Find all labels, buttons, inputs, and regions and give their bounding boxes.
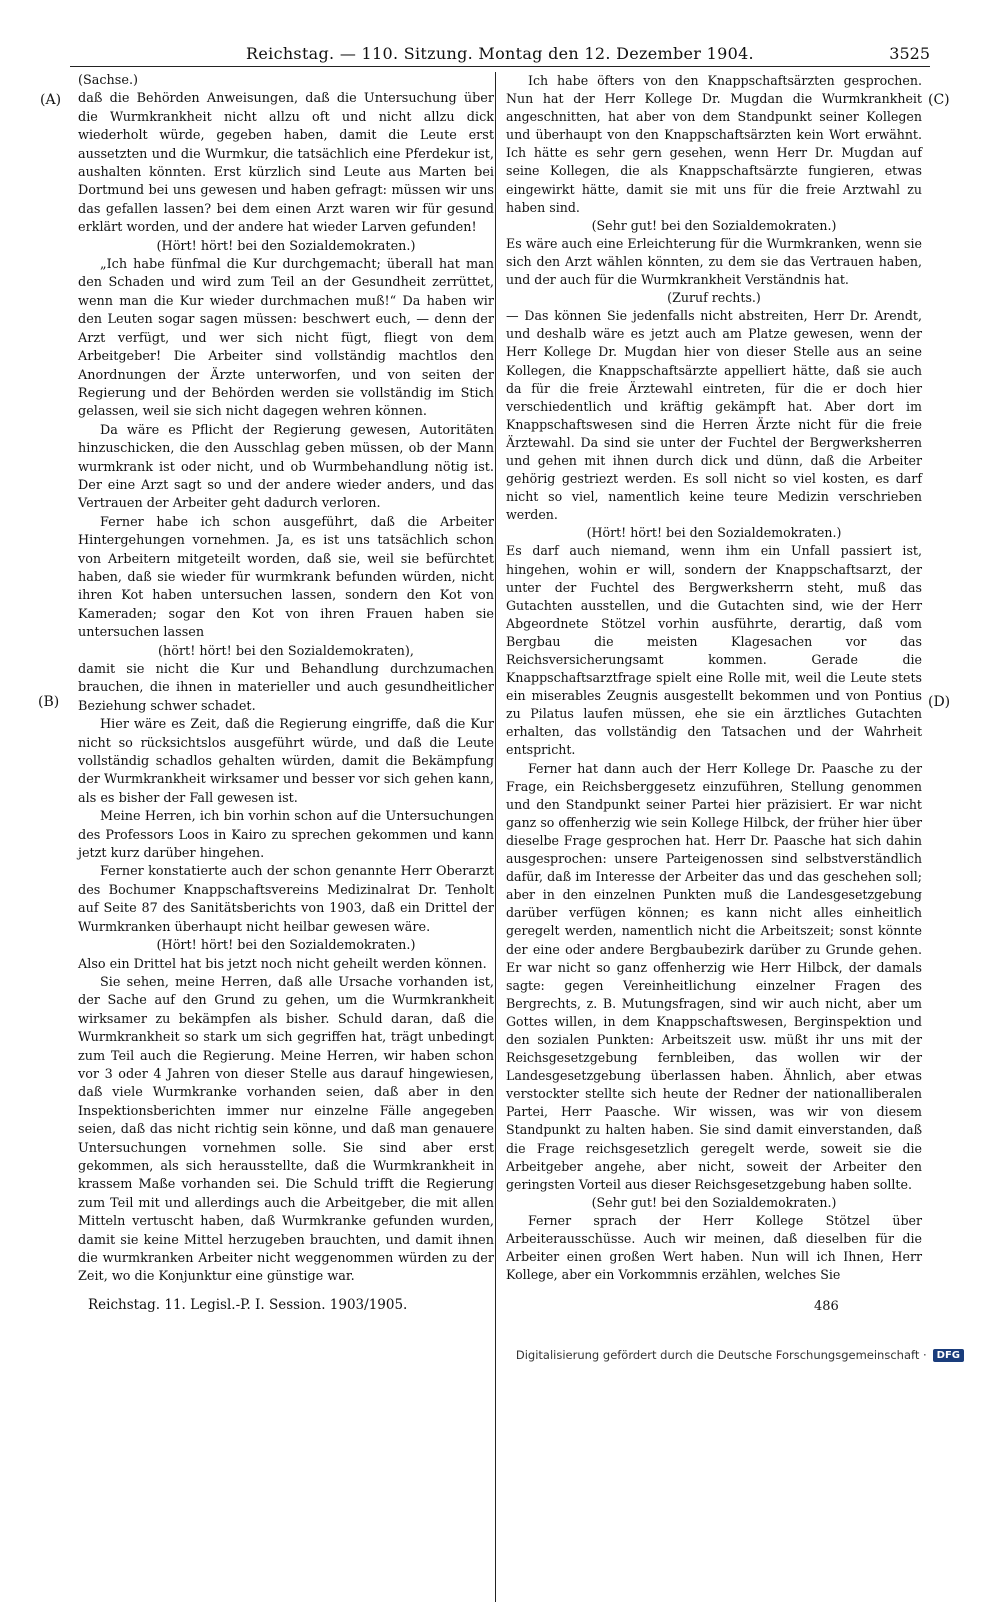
column-divider [495,72,496,1602]
margin-marker-d: (D) [928,694,951,710]
footer-signature: 486 [814,1299,839,1314]
interjection: (Sehr gut! bei den Sozialdemokraten.) [591,1194,837,1210]
interjection: (Hört! hört! bei den Sozialdemokraten.) [586,525,842,541]
paragraph: Ferner konstatierte auch der schon genannte Herr Oberarzt des Bochumer Knappschaftsvereins Medizinalrat Dr. Tenholt auf Seite 87 des Sanitätsberichts von 1903, daß ein Drittel der Wurmkranken überhaupt nicht heilbar gewesen wäre. [78,864,494,935]
header-title: Reichstag. — 110. Sitzung. Montag den 12. Dezember 1904. [246,44,754,63]
running-header [70,44,930,66]
credit-text: Digitalisierung gefördert durch die Deutsche Forschungsgemeinschaft · [515,1348,927,1362]
interjection: (Sehr gut! bei den Sozialdemokraten.) [591,217,837,233]
interjection: (hört! hört! bei den Sozialdemokraten), [158,643,414,659]
interjection: (Zuruf rechts.) [667,290,761,306]
paragraph: Ich habe öfters von den Knappschaftsärzten gesprochen. Nun hat der Herr Kollege Dr. Mugdan die Wurmkrankheit angeschnitten, hat aber von dem Standpunkt seiner Kollegen und überhaupt von den Knappschaftsärzten kein Wort erwähnt. Ich hätte es sehr gern gesehen, wenn Herr Dr. Mugdan auf seine Kollegen, die als Knappschaftsärzte fungieren, etwas eingewirkt hätte, damit sie mit uns für die freie Arztwahl zu haben sind. [506,73,922,215]
left-column [78,72,494,1287]
paragraph: daß die Behörden Anweisungen, daß die Untersuchung über die Wurmkrankheit nicht allzu oft und nicht allzu dick wiederholt würde, gegeben haben, damit die Leute erst aussetzten und die Wurmkur, die tatsächlich eine Pferdekur ist, aushalten könnten. Erst kürzlich sind Leute aus Marten bei Dortmund bei uns gewesen und haben gefragt: müssen wir uns das gefallen lassen? bei dem einen Arzt waren wir für gesund erklärt worden, und der andere hat wieder Larven gefunden! [78,91,494,236]
paragraph: Ferner sprach der Herr Kollege Stötzel über Arbeiterausschüsse. Auch wir meinen, daß dieselben für die Arbeiter einen großen Wert haben. Nun will ich Ihnen, Herr Kollege, aber ein Vorkommnis erzählen, welches Sie [506,1212,922,1283]
paragraph: Hier wäre es Zeit, daß die Regierung eingriffe, daß die Kur nicht so rücksichtslos ausgeführt würde, und daß die Leute vollständig schadlos gehalten würden, damit die Bekämpfung der Wurmkrankheit wirksamer und besser vor sich gehen kann, als es bisher der Fall gewesen ist. [78,717,494,806]
right-column [506,72,922,1284]
digitization-credit [516,1348,964,1362]
margin-marker-c: (C) [928,92,950,108]
page-number: 3525 [889,44,930,63]
margin-marker-b: (B) [38,694,60,710]
paragraph: Ferner habe ich schon ausgeführt, daß die Arbeiter Hintergehungen vornehmen. Ja, es ist uns tatsächlich schon von Arbeitern mitgeteilt worden, daß sie, weil sie befürchtet haben, daß sie wieder für wurmkrank befunden würden, nicht ihren Kot haben untersuchen lassen, sondern den Kot von Kameraden; sogar den Kot von ihren Frauen haben sie untersuchen lassen [78,514,494,641]
paragraph: Es darf auch niemand, wenn ihm ein Unfall passiert ist, hingehen, wohin er will, sondern der Knappschaftsarzt, der unter der Fuchtel des Bergwerksherrn steht, muß das Gutachten ausstellen, und die Gutachten sind, wie der Herr Abgeordnete Stötzel vorhin ausführte, derartig, daß vom Bergbau die meisten Klagesachen vor das Reichsversicherungsamt kommen. Gerade die Knappschaftsarztfrage spielt eine Rolle mit, weil die Leute stets ein miserables Zeugnis ausgestellt bekommen und von Pontius zu Pilatus laufen müssen, ehe sie ein ärztliches Gutachten erhalten, das vollständig den Tatsachen und der Wahrheit entspricht. [506,543,922,758]
paragraph: Also ein Drittel hat bis jetzt noch nicht geheilt werden können. [78,956,487,972]
paragraph: Da wäre es Pflicht der Regierung gewesen, Autoritäten hinzuschicken, die den Ausschlag geben müssen, ob der Mann wurmkrank ist oder nicht, und ob Wurmbehandlung nötig ist. Der eine Arzt sagt so und der andere wieder anders, und das Vertrauen der Arbeiter geht dadurch verloren. [78,422,494,512]
paragraph: Sie sehen, meine Herren, daß alle Ursache vorhanden ist, der Sache auf den Grund zu gehen, um die Wurmkrankheit wirksamer zu bekämpfen als bisher. Schuld daran, daß die Wurmkrankheit so stark um sich gegriffen hat, trägt unbedingt zum Teil auch die Regierung. Meine Herren, wir haben schon vor 3 oder 4 Jahren von dieser Stelle aus darauf hingewiesen, daß viele Wurmkranke vorhanden seien, daß aber in den Inspektionsberichten immer nur einzelne Fälle angegeben seien, daß das nicht richtig sein könne, und daß man genauere Untersuchungen vornehmen solle. Sie sind aber erst gekommen, als sich herausstellte, daß die Wurmkrankheit in krassem Maße vorhanden sei. Die Schuld trifft die Regierung zum Teil mit und allerdings auch die Arbeitgeber, die mit allen Mitteln vertuscht haben, daß Wurmkranke gefunden wurden, damit sie keine Mittel herzugeben brauchten, und damit ihnen die wurmkranken Arbeiter nicht weggenommen würden zu der Zeit, wo die Konjunktur eine günstige war. [78,974,494,1285]
dfg-logo: DFG [933,1349,964,1362]
interjection: (Hört! hört! bei den Sozialdemokraten.) [156,238,416,254]
paragraph: „Ich habe fünfmal die Kur durchgemacht; überall hat man den Schaden und wird zum Teil an der Gesundheit zerrüttet, wenn man die Kur wieder durchmachen muß!“ Da haben wir den Leuten sogar sagen müssen: beschwert euch, — denn der Arzt verfügt, und wer sich nicht fügt, fliegt von dem Arbeitgeber! Die Arbeiter sind vollständig machtlos den Anordnungen der Ärzte unterworfen, und von seiten der Regierung und der Behörden werden sie vollständig im Stich gelassen, weil sie sich nicht dagegen wehren können. [78,257,494,420]
margin-marker-a: (A) [40,92,62,108]
paragraph: Ferner hat dann auch der Herr Kollege Dr. Paasche zu der Frage, ein Reichsberggesetz einzuführen, Stellung genommen und den Standpunkt seiner Partei hier präzisiert. Er war nicht ganz so offenherzig wie sein Kollege Hilbck, der früher hier über dieselbe Frage gesprochen hat. Herr Dr. Paasche hat sich dahin ausgesprochen: unsere Parteigenossen sind selbstverständlich dafür, daß im Interesse der Arbeiter das und das geschehen soll; aber in den einzelnen Punkten muß die Landesgesetzgebung darüber verfügen können; es kann nicht alles einheitlich geregelt werden, namentlich nicht die Arbeitszeit; sonst könnte der eine oder andere Bergbaubezirk darüber zu Grunde gehen. Er war nicht so ganz offenherzig wie Herr Hilbck, der damals sagte: gegen Vereinheitlichung einzelner Fragen des Bergrechts, z. B. Mutungsfragen, sind wir auch nicht, aber um Gottes willen, in dem Knappschaftswesen, Berginspektion und den sozialen Punkten: Arbeitszeit usw. müßt ihr uns mit der Reichsgesetzgebung fernbleiben, das wollen wir der Landesgesetzgebung überlassen haben. Ähnlich, aber etwas verstockter stellte sich heute der Redner der nationalliberalen Partei, Herr Paasche. Wir wissen, was wir von diesem Standpunkt zu halten haben. Sie sind damit einverstanden, daß die Frage reichsgesetzlich geregelt werde, soweit sie die Arbeitgeber angehe, aber nicht, soweit der Arbeiter den geringsten Vorteil aus dieser Reichsgesetzgebung haben sollte. [506,760,922,1192]
paragraph: damit sie nicht die Kur und Behandlung durchzumachen brauchen, die ihnen in materieller und auch gesundheitlicher Beziehung schwer schadet. [78,662,494,714]
paragraph: Meine Herren, ich bin vorhin schon auf die Untersuchungen des Professors Loos in Kairo zu sprechen gekommen und kann jetzt kurz darüber hingehen. [78,809,494,862]
interjection: (Hört! hört! bei den Sozialdemokraten.) [156,938,416,954]
footer-session: Reichstag. 11. Legisl.-P. I. Session. 1903/1905. [88,1297,408,1313]
speaker-name: (Sachse.) [78,73,138,88]
header-rule [70,66,930,67]
paragraph: Es wäre auch eine Erleichterung für die Wurmkranken, wenn sie sich den Arzt wählen könnten, zu dem sie das Vertrauen haben, und der auch für die Wurmkrankheit Verständnis hat. [506,235,922,288]
paragraph: — Das können Sie jedenfalls nicht abstreiten, Herr Dr. Arendt, und deshalb wäre es jetzt auch am Platze gewesen, wenn der Herr Kollege Dr. Mugdan hier von dieser Stelle aus an seine Kollegen, die Knappschaftsärzte appelliert hätte, daß sie auch da für die freie Ärztewahl eintreten, für die er doch hier verschiedentlich und kräftig gekämpft hat. Aber dort im Knappschaftswesen sind die Herren Ärzte nicht für die freie Ärztewahl. Da sind sie unter der Fuchtel der Bergwerksherren und gehen mit ihnen durch dick und dünn, daß die Arbeiter gehörig gestriezt werden. Es soll nicht so viel kosten, es darf nicht so viel, namentlich keine teure Medizin verschrieben werden. [506,308,922,523]
